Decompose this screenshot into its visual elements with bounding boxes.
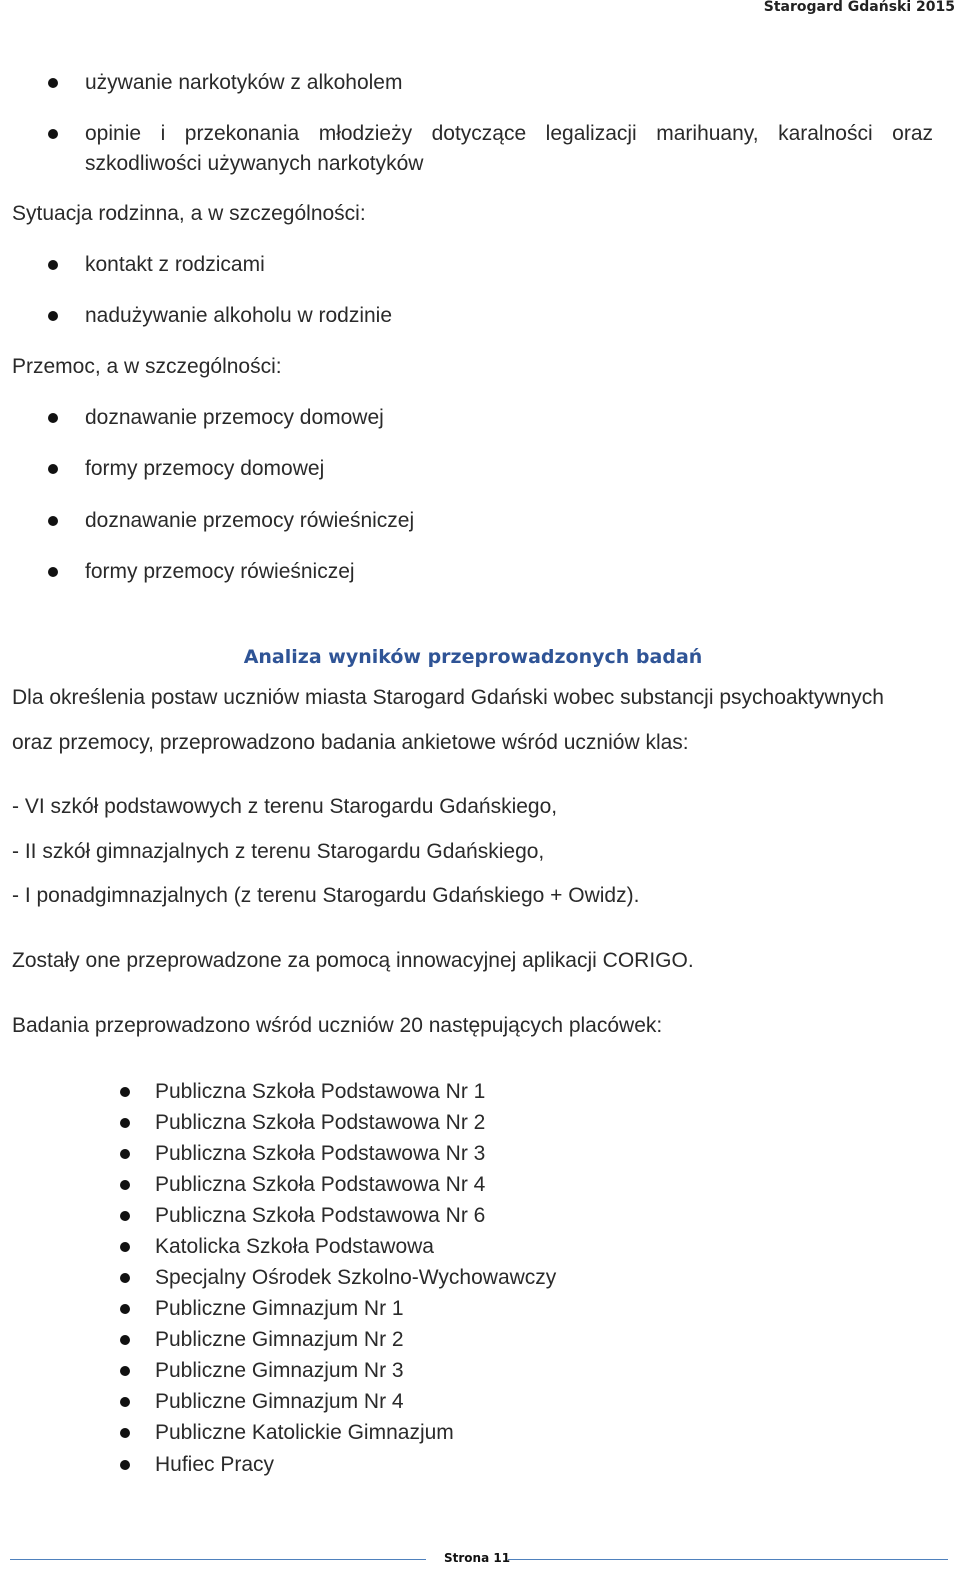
bullet-icon (48, 129, 58, 139)
bullet-icon (120, 1273, 130, 1283)
paragraph-line: oraz przemocy, przeprowadzono badania ankietowe wśród uczniów klas: (12, 731, 689, 754)
paragraph-dash-item: - I ponadgimnazjalnych (z terenu Starogardu Gdańskiego + Owidz). (12, 884, 640, 907)
word: opinie (85, 122, 142, 145)
bullet-icon (120, 1335, 130, 1345)
list-item-text: nadużywanie alkoholu w rodzinie (85, 304, 393, 327)
bullet-icon (48, 464, 58, 474)
bullet-icon (120, 1087, 130, 1097)
page-header-title: Starogard Gdański 2015 (763, 0, 955, 15)
school-name: Hufiec Pracy (155, 1453, 275, 1476)
list-item-text: formy przemocy rówieśniczej (85, 560, 355, 583)
school-name: Publiczne Katolickie Gimnazjum (155, 1421, 454, 1444)
list-item-text: doznawanie przemocy rówieśniczej (85, 509, 415, 532)
bullet-icon (120, 1428, 130, 1438)
bullet-icon (48, 413, 58, 423)
justified-line (85, 119, 933, 149)
school-name: Specjalny Ośrodek Szkolno-Wychowawczy (155, 1266, 557, 1289)
word: młodzieży (318, 122, 413, 145)
bullet-icon (120, 1149, 130, 1159)
bullet-icon (48, 260, 58, 270)
school-name: Publiczne Gimnazjum Nr 4 (155, 1390, 404, 1413)
paragraph-line: Badania przeprowadzono wśród uczniów 20 następujących placówek: (12, 1014, 663, 1037)
paragraph-dash-item: - II szkół gimnazjalnych z terenu Starogardu Gdańskiego, (12, 840, 545, 863)
school-name: Publiczna Szkoła Podstawowa Nr 3 (155, 1142, 486, 1165)
school-name: Publiczna Szkoła Podstawowa Nr 6 (155, 1204, 486, 1227)
word: legalizacji (545, 122, 637, 145)
bullet-icon (120, 1397, 130, 1407)
page-number: Strona 11 (444, 1551, 511, 1565)
bullet-icon (48, 567, 58, 577)
paragraph-dash-item: - VI szkół podstawowych z terenu Starogardu Gdańskiego, (12, 795, 558, 818)
word: dotyczące (431, 122, 527, 145)
bullet-icon (120, 1304, 130, 1314)
footer-rule-left (10, 1559, 426, 1560)
bullet-icon (48, 78, 58, 88)
bullet-icon (48, 516, 58, 526)
school-name: Katolicka Szkoła Podstawowa (155, 1235, 434, 1258)
paragraph-line: Dla określenia postaw uczniów miasta Starogard Gdański wobec substancji psychoaktywnych (12, 686, 884, 709)
bullet-icon (120, 1242, 130, 1252)
section-title: Analiza wyników przeprowadzonych badań (243, 646, 703, 668)
school-name: Publiczne Gimnazjum Nr 3 (155, 1359, 404, 1382)
bullet-icon (120, 1211, 130, 1221)
school-name: Publiczna Szkoła Podstawowa Nr 2 (155, 1111, 486, 1134)
subheading-family: Sytuacja rodzinna, a w szczególności: (12, 202, 366, 225)
school-name: Publiczna Szkoła Podstawowa Nr 4 (155, 1173, 486, 1196)
word: karalności (778, 122, 873, 145)
list-item-text: używanie narkotyków z alkoholem (85, 71, 403, 94)
list-item-continuation: szkodliwości używanych narkotyków (85, 152, 424, 175)
school-name: Publiczna Szkoła Podstawowa Nr 1 (155, 1080, 486, 1103)
bullet-icon (120, 1460, 130, 1470)
school-name: Publiczne Gimnazjum Nr 1 (155, 1297, 404, 1320)
list-item-text: formy przemocy domowej (85, 457, 325, 480)
list-item-text: kontakt z rodzicami (85, 253, 265, 276)
word: marihuany, (656, 122, 759, 145)
footer-rule-right (508, 1559, 948, 1560)
word: i (160, 122, 166, 145)
bullet-icon (120, 1118, 130, 1128)
word: oraz (892, 122, 933, 145)
bullet-icon (120, 1180, 130, 1190)
paragraph-line: Zostały one przeprowadzone za pomocą innowacyjnej aplikacji CORIGO. (12, 949, 694, 972)
bullet-icon (48, 311, 58, 321)
word: przekonania (184, 122, 300, 145)
list-item-text: doznawanie przemocy domowej (85, 406, 384, 429)
subheading-violence: Przemoc, a w szczególności: (12, 355, 282, 378)
school-name: Publiczne Gimnazjum Nr 2 (155, 1328, 404, 1351)
bullet-icon (120, 1366, 130, 1376)
